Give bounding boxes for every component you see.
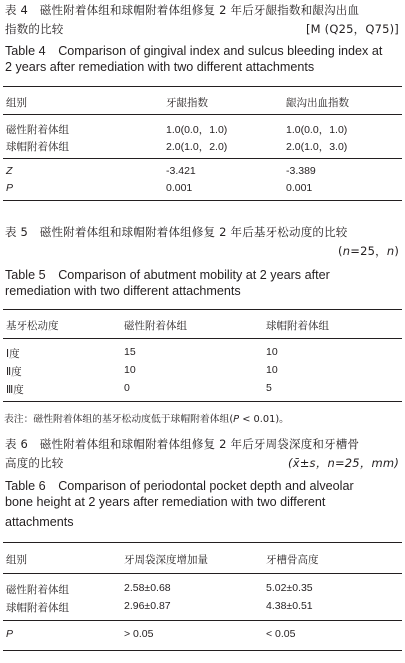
table4-cell: 1.0(0.0，1.0) xyxy=(166,124,228,136)
table6-cell: 2.58±0.68 xyxy=(124,582,171,594)
table6-cell: 5.02±0.35 xyxy=(266,582,313,594)
table6-title-cn-line2: 高度的比较 xyxy=(5,456,64,470)
table6-header-group: 组别 xyxy=(6,554,27,566)
table5-cell: 10 xyxy=(124,364,136,376)
table5-cell: 0 xyxy=(124,382,130,394)
table6-row-label: 磁性附着体组 xyxy=(6,584,69,596)
table6-title-cn-line1: 表 6 磁性附着体组和球帽附着体组修复 2 年后牙周袋深度和牙槽骨 xyxy=(5,437,360,451)
table6-header-pocket-depth: 牙周袋深度增加量 xyxy=(124,554,208,566)
table4-stat-label-p: P xyxy=(6,182,14,194)
table6-row-label: 球帽附着体组 xyxy=(6,602,69,614)
table5-row-label: Ⅰ度 xyxy=(6,348,20,360)
table6-top-rule xyxy=(3,542,402,543)
table5-cell: 10 xyxy=(266,364,278,376)
table4-row-label: 磁性附着体组 xyxy=(6,124,69,136)
table6-bottom-rule xyxy=(3,650,402,651)
table5-header-mobility: 基牙松动度 xyxy=(6,320,59,332)
table5-header-ball: 球帽附着体组 xyxy=(266,320,329,332)
table6-title-en-line2: bone height at 2 years after remediation with two different xyxy=(5,495,326,509)
table4-body-rule xyxy=(3,158,402,159)
table5-row-label: Ⅲ度 xyxy=(6,384,24,396)
table5-footnote: 表注：磁性附着体组的基牙松动度低于球帽附着体组(P < 0.01)。 xyxy=(4,414,289,425)
table6-stat-label-p: P xyxy=(6,628,14,640)
table5-header-magnetic: 磁性附着体组 xyxy=(124,320,187,332)
table5-bottom-rule xyxy=(3,401,402,402)
table4-row-label: 球帽附着体组 xyxy=(6,141,69,153)
table4-cell: -3.421 xyxy=(166,165,196,177)
table5-title-en-line2: remediation with two different attachments xyxy=(5,284,241,298)
table6-header-bone-height: 牙槽骨高度 xyxy=(266,554,319,566)
table4-cell: 0.001 xyxy=(286,182,313,194)
table4-title-cn-stat-format: [M (Q25，Q75)] xyxy=(306,22,399,36)
table6-header-rule xyxy=(3,573,402,574)
table4-bottom-rule xyxy=(3,200,402,201)
table5-title-cn-sample-size: (n=25，n) xyxy=(338,244,399,258)
table6-title-cn-stat-format: (x̄±s，n=25，mm) xyxy=(288,456,399,470)
table5-row-label: Ⅱ度 xyxy=(6,366,22,378)
table4-cell: -3.389 xyxy=(286,165,316,177)
table4-title-cn-line2: 指数的比较 xyxy=(5,22,64,36)
table4-cell: 1.0(0.0，1.0) xyxy=(286,124,348,136)
table5-cell: 10 xyxy=(266,346,278,358)
table4-stat-label-z: Z xyxy=(6,165,13,177)
table4-top-rule xyxy=(3,86,402,87)
table5-top-rule xyxy=(3,309,402,310)
table5-cell: 15 xyxy=(124,346,136,358)
table4-header-sbi: 龈沟出血指数 xyxy=(286,97,349,109)
table4-header-group: 组别 xyxy=(6,97,27,109)
table6-body-rule xyxy=(3,620,402,621)
table4-header-gi: 牙龈指数 xyxy=(166,97,208,109)
table6-cell: 2.96±0.87 xyxy=(124,600,171,612)
table5-title-en-line1: Table 5 Comparison of abutment mobility at 2 years after xyxy=(5,268,330,282)
table4-title-en-line1: Table 4 Comparison of gingival index and sulcus bleeding index at xyxy=(5,44,383,58)
table4-title-en-line2: 2 years after remediation with two different attachments xyxy=(5,60,315,74)
table4-cell: 2.0(1.0，3.0) xyxy=(286,141,348,153)
table4-header-rule xyxy=(3,114,402,115)
table6-title-en-line1: Table 6 Comparison of periodontal pocket depth and alveolar xyxy=(5,479,354,493)
table5-header-rule xyxy=(3,338,402,339)
table6-cell: > 0.05 xyxy=(124,628,154,640)
table5-cell: 5 xyxy=(266,382,272,394)
table6-title-en-line3: attachments xyxy=(5,515,74,529)
table4-cell: 2.0(1.0，2.0) xyxy=(166,141,228,153)
table6-cell: < 0.05 xyxy=(266,628,296,640)
table5-title-cn: 表 5 磁性附着体组和球帽附着体组修复 2 年后基牙松动度的比较 xyxy=(5,225,348,239)
table6-cell: 4.38±0.51 xyxy=(266,600,313,612)
table4-cell: 0.001 xyxy=(166,182,193,194)
table4-title-cn-line1: 表 4 磁性附着体组和球帽附着体组修复 2 年后牙龈指数和龈沟出血 xyxy=(5,3,360,17)
